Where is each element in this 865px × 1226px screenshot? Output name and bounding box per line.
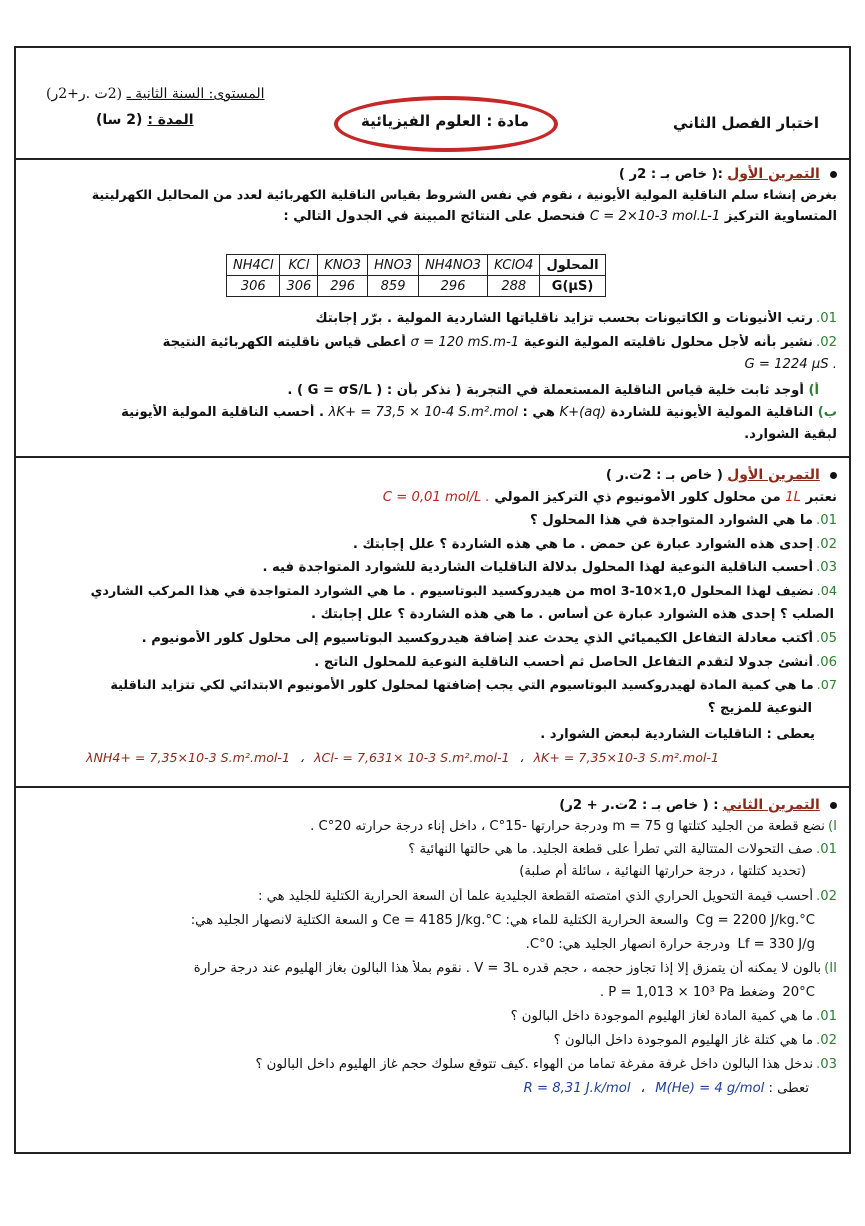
ex3-line (28, 984, 815, 1002)
line-text: (تحديد كتلتها ، درجة حرارتها النهائية ، سائلة أم صلبة) (519, 864, 806, 879)
exercise-3-heading (28, 796, 837, 815)
exercise-2-tag: ( خاص بـ : 2ت.ر ) (605, 468, 723, 483)
table-cell: 288 (488, 276, 540, 297)
question-number: 03. (816, 1057, 837, 1072)
question-text: ما هي الشوارد المتواجدة في هذا المحلول ؟ (530, 513, 814, 528)
lambda-k-value: λK+ = 73,5 × 10-4 S.m².mol (328, 405, 518, 420)
level-value: (2ت .ر+2ر) (46, 86, 123, 102)
ex2-question (28, 512, 837, 530)
ex3-line (28, 936, 815, 954)
ex3-line (28, 1008, 837, 1026)
ex2-question (28, 677, 837, 695)
question-text: إحدى هذه الشوارد عبارة عن حمض . ما هي هذه الشاردة ؟ علل إجابتك . (352, 537, 814, 552)
bullet-icon (830, 472, 837, 479)
exercise-2-title: التمرين الأول (727, 467, 820, 483)
lambda-k-value: λK+ = 7,35×10-3 S.m².mol-1 (533, 750, 719, 765)
bullet-icon (830, 802, 837, 809)
line-text: نضع قطعة من الجليد كتلتها m = 75 g ودرجة حرارتها -15°C ، داخل إناء درجة حرارته 20°C . (310, 819, 825, 834)
ex2-given: يعطى : الناقليات الشاردية لبعض الشوارد . (540, 727, 815, 742)
table-cell: NH4Cl (227, 255, 280, 276)
ex3-line (28, 841, 837, 859)
ex1-question-2-cont (28, 356, 837, 374)
subquestion-label: ب) (817, 405, 837, 420)
subject-title: مادة : العلوم الفيزيائية (360, 112, 530, 130)
sigma-value: σ = 120 mS.m-1 (410, 335, 520, 350)
question-text: نشير بأنه لأجل محلول ناقليته المولية النوعية (523, 335, 814, 350)
table-cell: KClO4 (488, 255, 540, 276)
table-cell: 306 (227, 276, 280, 297)
question-number: 01. (816, 311, 837, 326)
part-number: I) (827, 819, 837, 834)
ex1-concentration: C = 2×10-3 mol.L-1 (589, 209, 721, 224)
lambda-cl-value: λCl- = 7,631× 10-3 S.m².mol-1 (314, 750, 510, 765)
ex3-line (28, 960, 837, 978)
lambda-nh4-value: λNH4+ = 7,35×10-3 S.m².mol-1 (86, 750, 290, 765)
table-row-label: G(µS) (540, 276, 605, 297)
line-text: Cg = 2200 J/kg.°C والسعة الحرارية الكتلية للماء هي: Ce = 4185 J/kg.°C و السعة الكتلية لانصهار الجليد هي: (190, 913, 815, 928)
question-text: النوعية للمزيج ؟ (707, 701, 812, 716)
ion-symbol: K+(aq) (559, 405, 606, 420)
bullet-icon (830, 171, 837, 178)
ex2-question (28, 559, 837, 577)
line-text: أحسب قيمة التحويل الحراري الذي امتصته القطعة الجليدية علما أن السعة الحرارية الكتلية للجليد هي : (257, 889, 814, 904)
question-number: 06. (816, 655, 837, 670)
table-header-row (227, 255, 606, 276)
exercise-1-section (16, 160, 849, 458)
exercise-3-title: التمرين الثاني (722, 797, 820, 813)
exercise-3-tag: : ( خاص بـ : 2ت.ر + 2ر) (559, 798, 719, 813)
ex3-line (28, 863, 809, 881)
exam-title: اختبار الفصل الثاني (673, 114, 819, 132)
ex2-question (28, 654, 837, 672)
question-number: 01. (816, 842, 837, 857)
question-text: نضيف لهذا المحلول 1,0×10-3 mol من هيدروكسيد البوتاسيوم . ما هي الشوارد المتواجدة في هذا المركب الشاردي (90, 584, 814, 599)
ex3-given (28, 1080, 809, 1098)
question-text: . أحسب الناقلية المولية الأيونية (121, 405, 324, 420)
ex2-question (28, 536, 837, 554)
table-row (227, 276, 606, 297)
ex1-intro-line1: بغرض إنشاء سلم الناقلية المولية الأيونية ، نقوم في نفس الشروط بقياس الناقلية الكهربائية لعدد من المحاليل الكهرليتية (91, 187, 837, 202)
line-text: صف التحولات المتتالية التي تطرأ على قطعة الجليد. ما هي حالتها النهائية ؟ (408, 842, 814, 857)
table-cell: KNO3 (318, 255, 368, 276)
table-cell: HNO3 (368, 255, 419, 276)
line-text: Lf = 330 J/g ودرجة حرارة انصهار الجليد هي: 0°C. (525, 937, 815, 952)
ex1-intro-line2 (28, 208, 837, 226)
given-label: تعطى : (768, 1081, 809, 1096)
ex2-lambda-values: λNH4+ = 7,35×10-3 S.m².mol-1 ، λCl- = 7,631× 10-3 S.m².mol-1 ، λK+ = 7,35×10-3 S.m².mol-1 (86, 750, 719, 765)
ex2-question (28, 583, 837, 601)
question-text: الناقلية المولية الأيونية للشاردة (610, 405, 814, 420)
line-text: 20°C وضغط P = 1,013 × 10³ Pa . (599, 985, 815, 1000)
question-text: رتب الأنيونات و الكاتيونات بحسب تزايد ناقلياتها الشاردية المولية . برّر إجابتك (315, 311, 814, 326)
question-number: 01. (816, 513, 837, 528)
question-number: 04. (816, 584, 837, 599)
table-header-label: المحلول (540, 255, 605, 276)
ex1-question-b-cont: لبقية الشوارد. (744, 427, 837, 442)
separator: ، (640, 1081, 645, 1096)
exercise-1-tag: :( خاص بـ : 2ر ) (618, 167, 723, 182)
line-text: ما هي كمية المادة لغاز الهليوم الموجودة داخل البالون ؟ (510, 1009, 814, 1024)
question-number: 03. (816, 560, 837, 575)
ex1-question-2 (28, 334, 837, 352)
ex1-intro2-c: فنحصل على النتائج المبينة في الجدول التالي : (283, 209, 586, 224)
level-row (46, 86, 265, 102)
question-text: هي : (522, 405, 555, 420)
table-cell: 296 (318, 276, 368, 297)
question-text: أعطى قياس ناقليته الكهربائية النتيجة (162, 335, 406, 350)
ex2-question (28, 700, 815, 718)
volume-value: 1L (785, 490, 802, 505)
ex3-line (28, 912, 815, 930)
ex3-line (28, 1032, 837, 1050)
duration-value: (2 سا) (96, 112, 143, 128)
ex1-question-b (28, 404, 837, 422)
exercise-3-section (16, 788, 849, 1152)
question-number: 02. (816, 537, 837, 552)
duration-label: المدة : (147, 112, 194, 128)
question-text: الصلب ؟ إحدى هذه الشوارد عبارة عن أساس . ما هي هذه الشاردة ؟ علل إجابتك . (310, 607, 834, 622)
level-label: المستوى: السنة الثانية ـ (126, 86, 265, 102)
ex2-question (28, 606, 837, 624)
line-text: ندخل هذا البالون داخل غرفة مفرغة تماما من الهواء .كيف تتوقع سلوك حجم غاز الهليوم داخل البالون ؟ (255, 1057, 814, 1072)
question-number: 05. (816, 631, 837, 646)
question-text: أوجد ثابت خلية قياس الناقلية المستعملة في التجربة ( نذكر بأن : ( G = σS/L ) . (287, 383, 804, 398)
table-cell: NH4NO3 (419, 255, 488, 276)
question-number: 02. (816, 889, 837, 904)
conductance-value: G = 1224 µS . (744, 357, 837, 372)
concentration-value: C = 0,01 mol/L . (382, 490, 490, 505)
line-text: بالون لا يمكنه أن يتمزق إلا إذا تجاوز حجمه ، حجم قدره V = 3L . نقوم بملأ هذا البالون بغاز الهليوم عند درجة حرارة (193, 961, 822, 976)
ex1-question-1 (28, 310, 837, 328)
conductance-table (226, 254, 606, 297)
ex1-intro2-a: المتساوية التركيز (724, 209, 837, 224)
ex3-line (28, 888, 837, 906)
exercise-2-section (16, 458, 849, 788)
part-number: II) (824, 961, 837, 976)
ex2-intro-a: نعتبر (805, 490, 837, 505)
duration-row (96, 112, 194, 128)
table-cell: 859 (368, 276, 419, 297)
ex3-line (28, 818, 837, 836)
exercise-2-heading (28, 466, 837, 485)
gas-constant-value: R = 8,31 J.k/mol (523, 1081, 631, 1096)
ex2-intro-c: من محلول كلور الأمونيوم ذي التركيز المولي (494, 490, 781, 505)
ex2-intro (28, 489, 837, 507)
molar-mass-value: M(He) = 4 g/mol (655, 1081, 765, 1096)
exercise-1-title: التمرين الأول (727, 166, 820, 182)
ex1-question-a (28, 382, 819, 400)
ex2-question (28, 630, 837, 648)
table-cell: 296 (419, 276, 488, 297)
question-number: 07. (816, 678, 837, 693)
question-text: أكتب معادلة التفاعل الكيميائي الذي يحدث عند إضافة هيدروكسيد البوتاسيوم إلى محلول كلور الأمونيوم . (141, 631, 814, 646)
table-cell: 306 (280, 276, 318, 297)
subquestion-label: أ) (808, 383, 819, 398)
exercise-1-heading (28, 165, 837, 184)
ex3-line (28, 1056, 837, 1074)
question-text: ما هي كمية المادة لهيدروكسيد البوتاسيوم التي يجب إضافتها لمحلول كلور الأمونيوم الابتدائي لكي تتزايد الناقلية (110, 678, 814, 693)
line-text: ما هي كتلة غاز الهليوم الموجودة داخل البالون ؟ (553, 1033, 814, 1048)
exam-page (14, 46, 851, 1154)
question-number: 02. (816, 1033, 837, 1048)
question-number: 01. (816, 1009, 837, 1024)
exam-header (16, 48, 849, 160)
question-text: أحسب الناقلية النوعية لهذا المحلول بدلالة الناقليات الشاردية للشوارد المتواجدة فيه . (262, 560, 814, 575)
table-cell: KCl (280, 255, 318, 276)
question-number: 02. (816, 335, 837, 350)
question-text: أنشئ جدولا لتقدم التفاعل الحاصل ثم أحسب الناقلية النوعية للمحلول الناتج . (314, 655, 814, 670)
